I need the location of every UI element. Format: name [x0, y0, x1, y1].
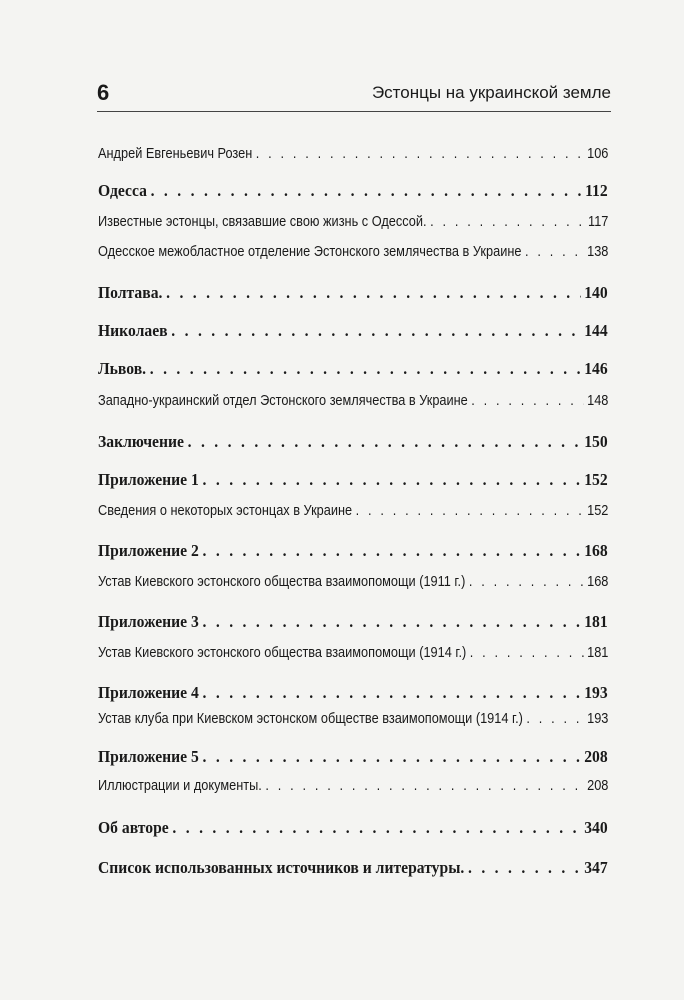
toc-entry-title: Одесское межобластное отделение Эстонского землячества в Украине [98, 244, 522, 260]
leader-dots [471, 393, 583, 409]
leader-dots [256, 146, 584, 162]
toc-entry-page: 208 [587, 778, 609, 794]
toc-entry-page: 112 [585, 181, 608, 200]
leader-dots [171, 321, 580, 341]
toc-entry [98, 612, 608, 632]
toc-entry [98, 711, 608, 727]
toc-entry-title: Львов. [98, 359, 147, 378]
toc-entry-title: Устав клуба при Киевском эстонском обществе взаимопомощи (1914 г.) [98, 711, 523, 727]
leader-dots [525, 244, 584, 260]
toc-entry-page: 168 [584, 541, 608, 560]
toc-entry [98, 574, 608, 590]
toc-entry-page: 106 [587, 146, 609, 162]
toc-entry-title: Известные эстонцы, связавшие свою жизнь с Одессой. [98, 214, 427, 230]
toc-entry [98, 146, 608, 162]
toc-entry-page: 340 [584, 818, 608, 837]
toc-entry [98, 321, 608, 341]
toc-entry-title: Приложение 5 [98, 747, 199, 766]
toc-entry [98, 432, 608, 452]
toc-entry-title: Приложение 4 [98, 683, 199, 702]
toc-entry [98, 393, 608, 409]
toc-entry [98, 818, 608, 838]
toc-entry [98, 359, 608, 379]
toc-entry [98, 470, 608, 490]
leader-dots [166, 283, 580, 303]
toc-entry-page: 181 [584, 612, 608, 631]
toc-entry-page: 140 [584, 283, 608, 302]
leader-dots [203, 470, 581, 490]
toc-entry-title: Устав Киевского эстонского общества взаимопомощи (1911 г.) [98, 574, 466, 590]
leader-dots [203, 747, 581, 767]
toc-entry-page: 152 [584, 470, 608, 489]
leader-dots [430, 214, 584, 230]
toc-entry [98, 503, 608, 519]
toc-entry [98, 214, 608, 230]
toc-entry-page: 193 [584, 683, 608, 702]
toc-entry-title: Устав Киевского эстонского общества взаимопомощи (1914 г.) [98, 645, 467, 661]
leader-dots [356, 503, 584, 519]
leader-dots [151, 181, 582, 201]
toc-entry-title: Приложение 1 [98, 470, 199, 489]
toc-entry [98, 747, 608, 767]
toc-entry-title: Сведения о некоторых эстонцах в Украине [98, 503, 353, 519]
toc-entry [98, 283, 608, 303]
toc-entry-title: Приложение 3 [98, 612, 199, 631]
toc-entry-page: 181 [587, 645, 609, 661]
running-title: Эстонцы на украинской земле [371, 83, 611, 102]
toc-entry [98, 541, 608, 561]
toc-entry-title: Список использованных источников и литературы. [98, 858, 465, 877]
header-rule [97, 111, 611, 112]
leader-dots [203, 683, 581, 703]
toc-entry-page: 144 [584, 321, 608, 340]
toc-entry-page: 152 [587, 503, 609, 519]
leader-dots [188, 432, 581, 452]
toc-entry-title: Западно-украинский отдел Эстонского землячества в Украине [98, 393, 468, 409]
leader-dots [150, 359, 581, 379]
toc-entry [98, 244, 608, 260]
leader-dots [469, 574, 584, 590]
leader-dots [470, 645, 584, 661]
toc-entry [98, 778, 608, 794]
toc-entry [98, 645, 608, 661]
toc-entry-title: Николаев [98, 321, 168, 340]
toc-entry-page: 146 [584, 359, 608, 378]
toc-entry-title: Андрей Евгеньевич Розен [98, 146, 253, 162]
toc-entry-page: 168 [587, 574, 609, 590]
leader-dots [203, 612, 581, 632]
toc-entry-title: Иллюстрации и документы. [98, 778, 262, 794]
toc-entry-page: 193 [587, 711, 609, 727]
toc-entry-title: Приложение 2 [98, 541, 199, 560]
leader-dots [172, 818, 580, 838]
toc-entry [98, 858, 608, 878]
page-number: 6 [97, 80, 110, 105]
leader-dots [265, 778, 583, 794]
toc-entry-title: Заключение [98, 432, 184, 451]
toc-entry-title: Полтава. [98, 283, 163, 302]
toc-entry-page: 117 [588, 214, 609, 230]
toc-entry [98, 181, 608, 201]
leader-dots [203, 541, 581, 561]
toc-entry-title: Одесса [98, 181, 147, 200]
toc-entry-page: 150 [584, 432, 608, 451]
toc-entry-page: 148 [587, 393, 609, 409]
toc-entry [98, 683, 608, 703]
toc-entry-title: Об авторе [98, 818, 169, 837]
leader-dots [526, 711, 583, 727]
toc-entry-page: 347 [584, 858, 608, 877]
leader-dots [468, 858, 581, 878]
toc-entry-page: 138 [587, 244, 609, 260]
toc-entry-page: 208 [584, 747, 608, 766]
